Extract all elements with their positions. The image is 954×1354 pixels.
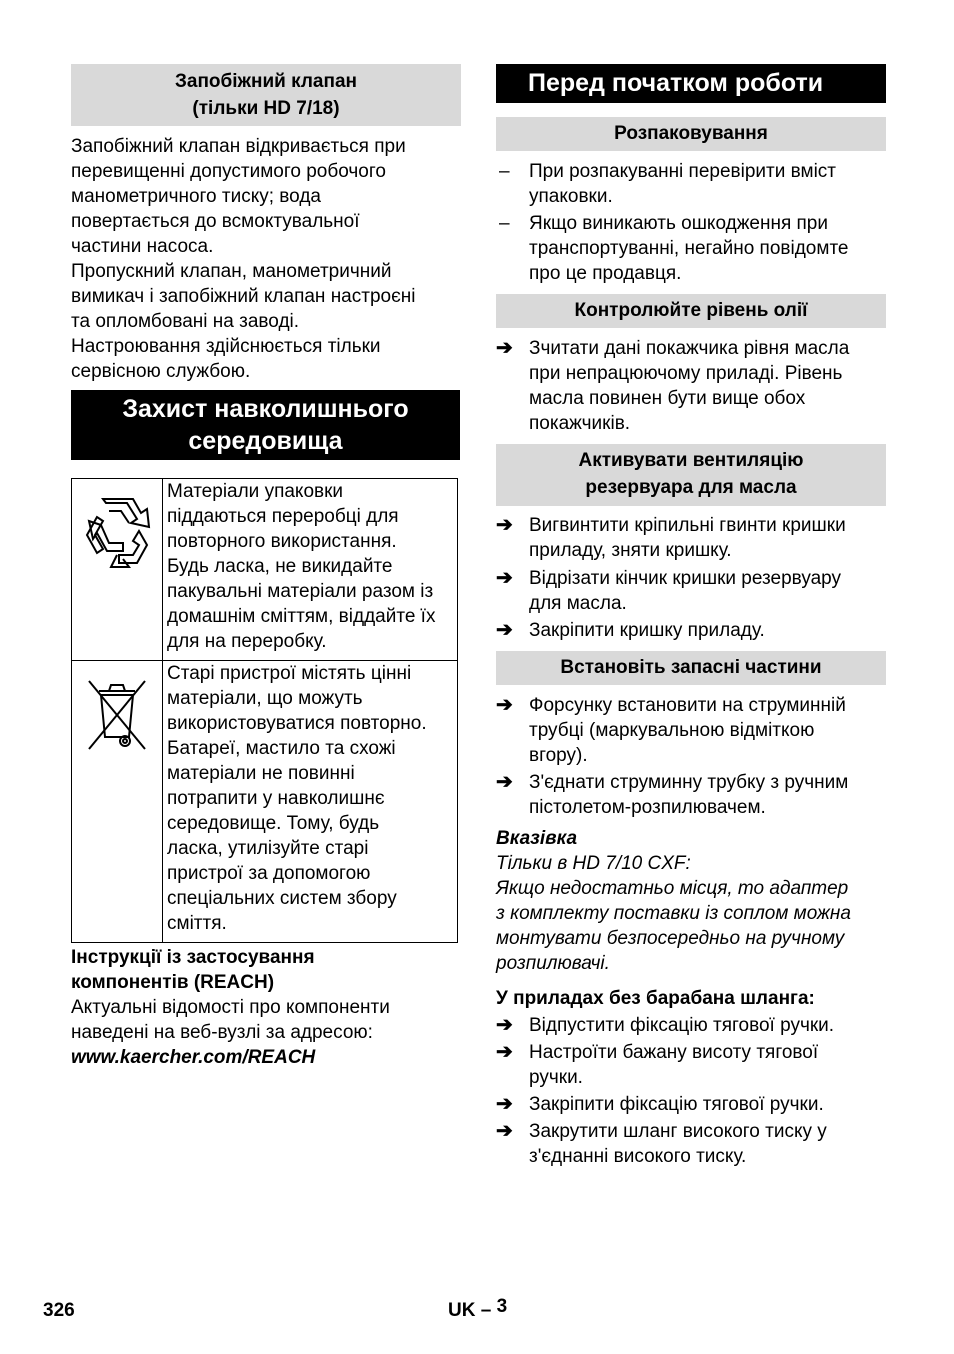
recycling-icon-cell: [72, 479, 163, 661]
text-line: упаковки.: [529, 186, 613, 207]
text-line: Матеріали упаковки: [167, 481, 344, 502]
text-line: спеціальних систем збору: [167, 888, 397, 909]
text-line: середовище. Тому, будь: [167, 813, 380, 834]
text-line: Тільки в HD 7/10 CXF:: [496, 853, 691, 874]
weee-row: [72, 661, 458, 943]
reach-text-line1: Актуальні відомості про компоненти: [71, 997, 390, 1018]
text-line: пристрої за допомогою: [167, 863, 371, 884]
text-line: масла повинен бути вище обох: [529, 388, 806, 409]
list-item: [496, 1040, 886, 1090]
text-line: піддаються переробці для: [167, 506, 399, 527]
text-line: перевищенні допустимого робочого: [71, 161, 386, 182]
text-line: сміття.: [167, 913, 227, 934]
reach-section: [71, 945, 460, 1070]
text-line: Вигвинтити кріпильні гвинти кришки: [529, 515, 846, 536]
environment-heading: [71, 390, 460, 460]
unpacking-title: Розпаковування: [614, 123, 768, 144]
text-line: З'єднати струминну трубку з ручним: [529, 772, 849, 793]
list-item: [496, 693, 886, 768]
text-line: трубці (маркувальною відміткою: [529, 720, 815, 741]
text-line: матеріали не повинні: [167, 763, 355, 784]
text-line: Відрізати кінчик кришки резервуару: [529, 568, 842, 589]
text-line: пакувальні матеріали разом із: [167, 581, 434, 602]
text-line: Якщо виникають ошкодження при: [529, 213, 828, 234]
text-line: Батареї, мастило та схожі: [167, 738, 396, 759]
text-line: для масла.: [529, 593, 627, 614]
text-line: повторного використання.: [167, 531, 397, 552]
text-line: використовуватися повторно.: [167, 713, 427, 734]
text-line: ручки.: [529, 1067, 583, 1088]
recycling-row: [72, 479, 458, 661]
text-line: приладу, зняти кришку.: [529, 540, 732, 561]
text-line: При розпакуванні перевірити вміст: [529, 161, 837, 182]
text-line: домашнім сміттям, віддайте їх: [167, 606, 436, 627]
main-title-text: Перед початком роботи: [528, 69, 824, 97]
text-line: Якщо недостатньо місця, то адаптер: [496, 878, 849, 899]
ventilation-heading: [496, 444, 886, 506]
list-item: [496, 1119, 886, 1169]
text-line: вимикач і запобіжний клапан настроєні: [71, 286, 416, 307]
reach-text-line2: наведені на веб-вузлі за адресою:: [71, 1022, 373, 1043]
arrow-right-icon: ➔: [496, 1041, 513, 1063]
text-line: Пропускний клапан, манометричний: [71, 261, 392, 282]
oil-level-heading: [496, 294, 886, 328]
list-item: [496, 1013, 886, 1038]
note-label: Вказівка: [496, 828, 578, 849]
safety-valve-title-line1: Запобіжний клапан: [174, 71, 358, 92]
ventilation-title-line2: резервуара для масла: [585, 477, 797, 498]
oil-level-title: Контролюйте рівень олії: [574, 300, 808, 321]
environment-title-line2: середовища: [188, 427, 343, 455]
recycling-icon: [79, 497, 155, 574]
text-line: пістолетом-розпилювачем.: [529, 797, 766, 818]
dash-bullet: –: [499, 161, 510, 182]
safety-valve-text: [71, 134, 460, 384]
reach-url-link[interactable]: www.kaercher.com/REACH: [71, 1047, 316, 1068]
text-line: Закріпити кришку приладу.: [529, 620, 765, 641]
text-line: з'єднанні високого тиску.: [529, 1146, 747, 1167]
text-line: вгору).: [529, 745, 588, 766]
list-item: [496, 618, 886, 643]
text-line: про це продавця.: [529, 263, 682, 284]
arrow-right-icon: ➔: [496, 1120, 513, 1142]
environment-table: [71, 478, 458, 943]
text-line: транспортуванні, негайно повідомте: [529, 238, 849, 259]
list-item: [496, 566, 886, 616]
weee-text: [163, 661, 458, 943]
footer-section: 3: [496, 1296, 508, 1317]
weee-icon-cell: [72, 661, 163, 943]
text-line: ласка, утилізуйте старі: [167, 838, 369, 859]
text-line: при непрацюючому приладі. Рівень: [529, 363, 843, 384]
arrow-right-icon: ➔: [496, 771, 513, 793]
text-line: сервісною службою.: [71, 361, 251, 382]
arrow-right-icon: ➔: [496, 514, 513, 536]
main-title: [496, 64, 886, 103]
footer-section-label: [448, 1298, 507, 1323]
footer-lang: UK: [448, 1300, 476, 1321]
recycling-text: [163, 479, 458, 661]
reach-heading-line1: Інструкції із застосування: [71, 947, 315, 968]
arrow-right-icon: ➔: [496, 619, 513, 641]
text-line: Відпустити фіксацію тягової ручки.: [529, 1015, 835, 1036]
text-line: Запобіжний клапан відкривається при: [71, 136, 406, 157]
parts-heading: [496, 651, 886, 685]
list-item: [496, 159, 886, 209]
text-line: та опломбовані на заводі.: [71, 311, 300, 332]
text-line: Форсунку встановити на струминній: [529, 695, 846, 716]
unpacking-heading: [496, 117, 886, 151]
text-line: з комплекту поставки із соплом можна: [496, 903, 851, 924]
dash-bullet: –: [499, 213, 510, 234]
environment-title-line1: Захист навколишнього: [122, 395, 409, 423]
list-item: [496, 770, 886, 820]
text-line: потрапити у навколишнє: [167, 788, 385, 809]
text-line: монтувати безпосередньо на ручному: [496, 928, 845, 949]
arrow-right-icon: ➔: [496, 567, 513, 589]
footer-dash: –: [480, 1300, 492, 1321]
safety-valve-heading: [71, 64, 461, 126]
arrow-right-icon: ➔: [496, 694, 513, 716]
parts-title: Встановіть запасні частини: [560, 657, 822, 678]
text-line: Настроїти бажану висоту тягової: [529, 1042, 819, 1063]
text-line: манометричного тиску; вода: [71, 186, 321, 207]
crossed-out-bin-icon: [85, 677, 149, 758]
list-item: [496, 336, 886, 436]
arrow-right-icon: ➔: [496, 337, 513, 359]
safety-valve-title-line2: (тільки HD 7/18): [192, 98, 340, 119]
text-line: Настроювання здійснюється тільки: [71, 336, 381, 357]
reach-heading-line2: компонентів (REACH): [71, 972, 275, 993]
list-item: [496, 1092, 886, 1117]
arrow-right-icon: ➔: [496, 1014, 513, 1036]
text-line: повертається до всмоктувальної: [71, 211, 360, 232]
text-line: покажчиків.: [529, 413, 631, 434]
arrow-right-icon: ➔: [496, 1093, 513, 1115]
text-line: частини насоса.: [71, 236, 214, 257]
text-line: Зчитати дані покажчика рівня масла: [529, 338, 850, 359]
text-line: для на переробку.: [167, 631, 327, 652]
text-line: Закріпити фіксацію тягової ручки.: [529, 1094, 824, 1115]
page-number: 326: [43, 1300, 75, 1321]
list-item: [496, 211, 886, 286]
list-item: [496, 513, 886, 563]
note-block: [496, 826, 886, 976]
text-line: Старі пристрої містять цінні: [167, 663, 412, 684]
no-drum-heading: У приладах без барабана шланга:: [496, 988, 815, 1009]
ventilation-title-line1: Активувати вентиляцію: [578, 450, 804, 471]
text-line: розпилювачі.: [496, 953, 610, 974]
text-line: матеріали, що можуть: [167, 688, 363, 709]
text-line: Будь ласка, не викидайте: [167, 556, 393, 577]
text-line: Закрутити шланг високого тиску у: [529, 1121, 827, 1142]
